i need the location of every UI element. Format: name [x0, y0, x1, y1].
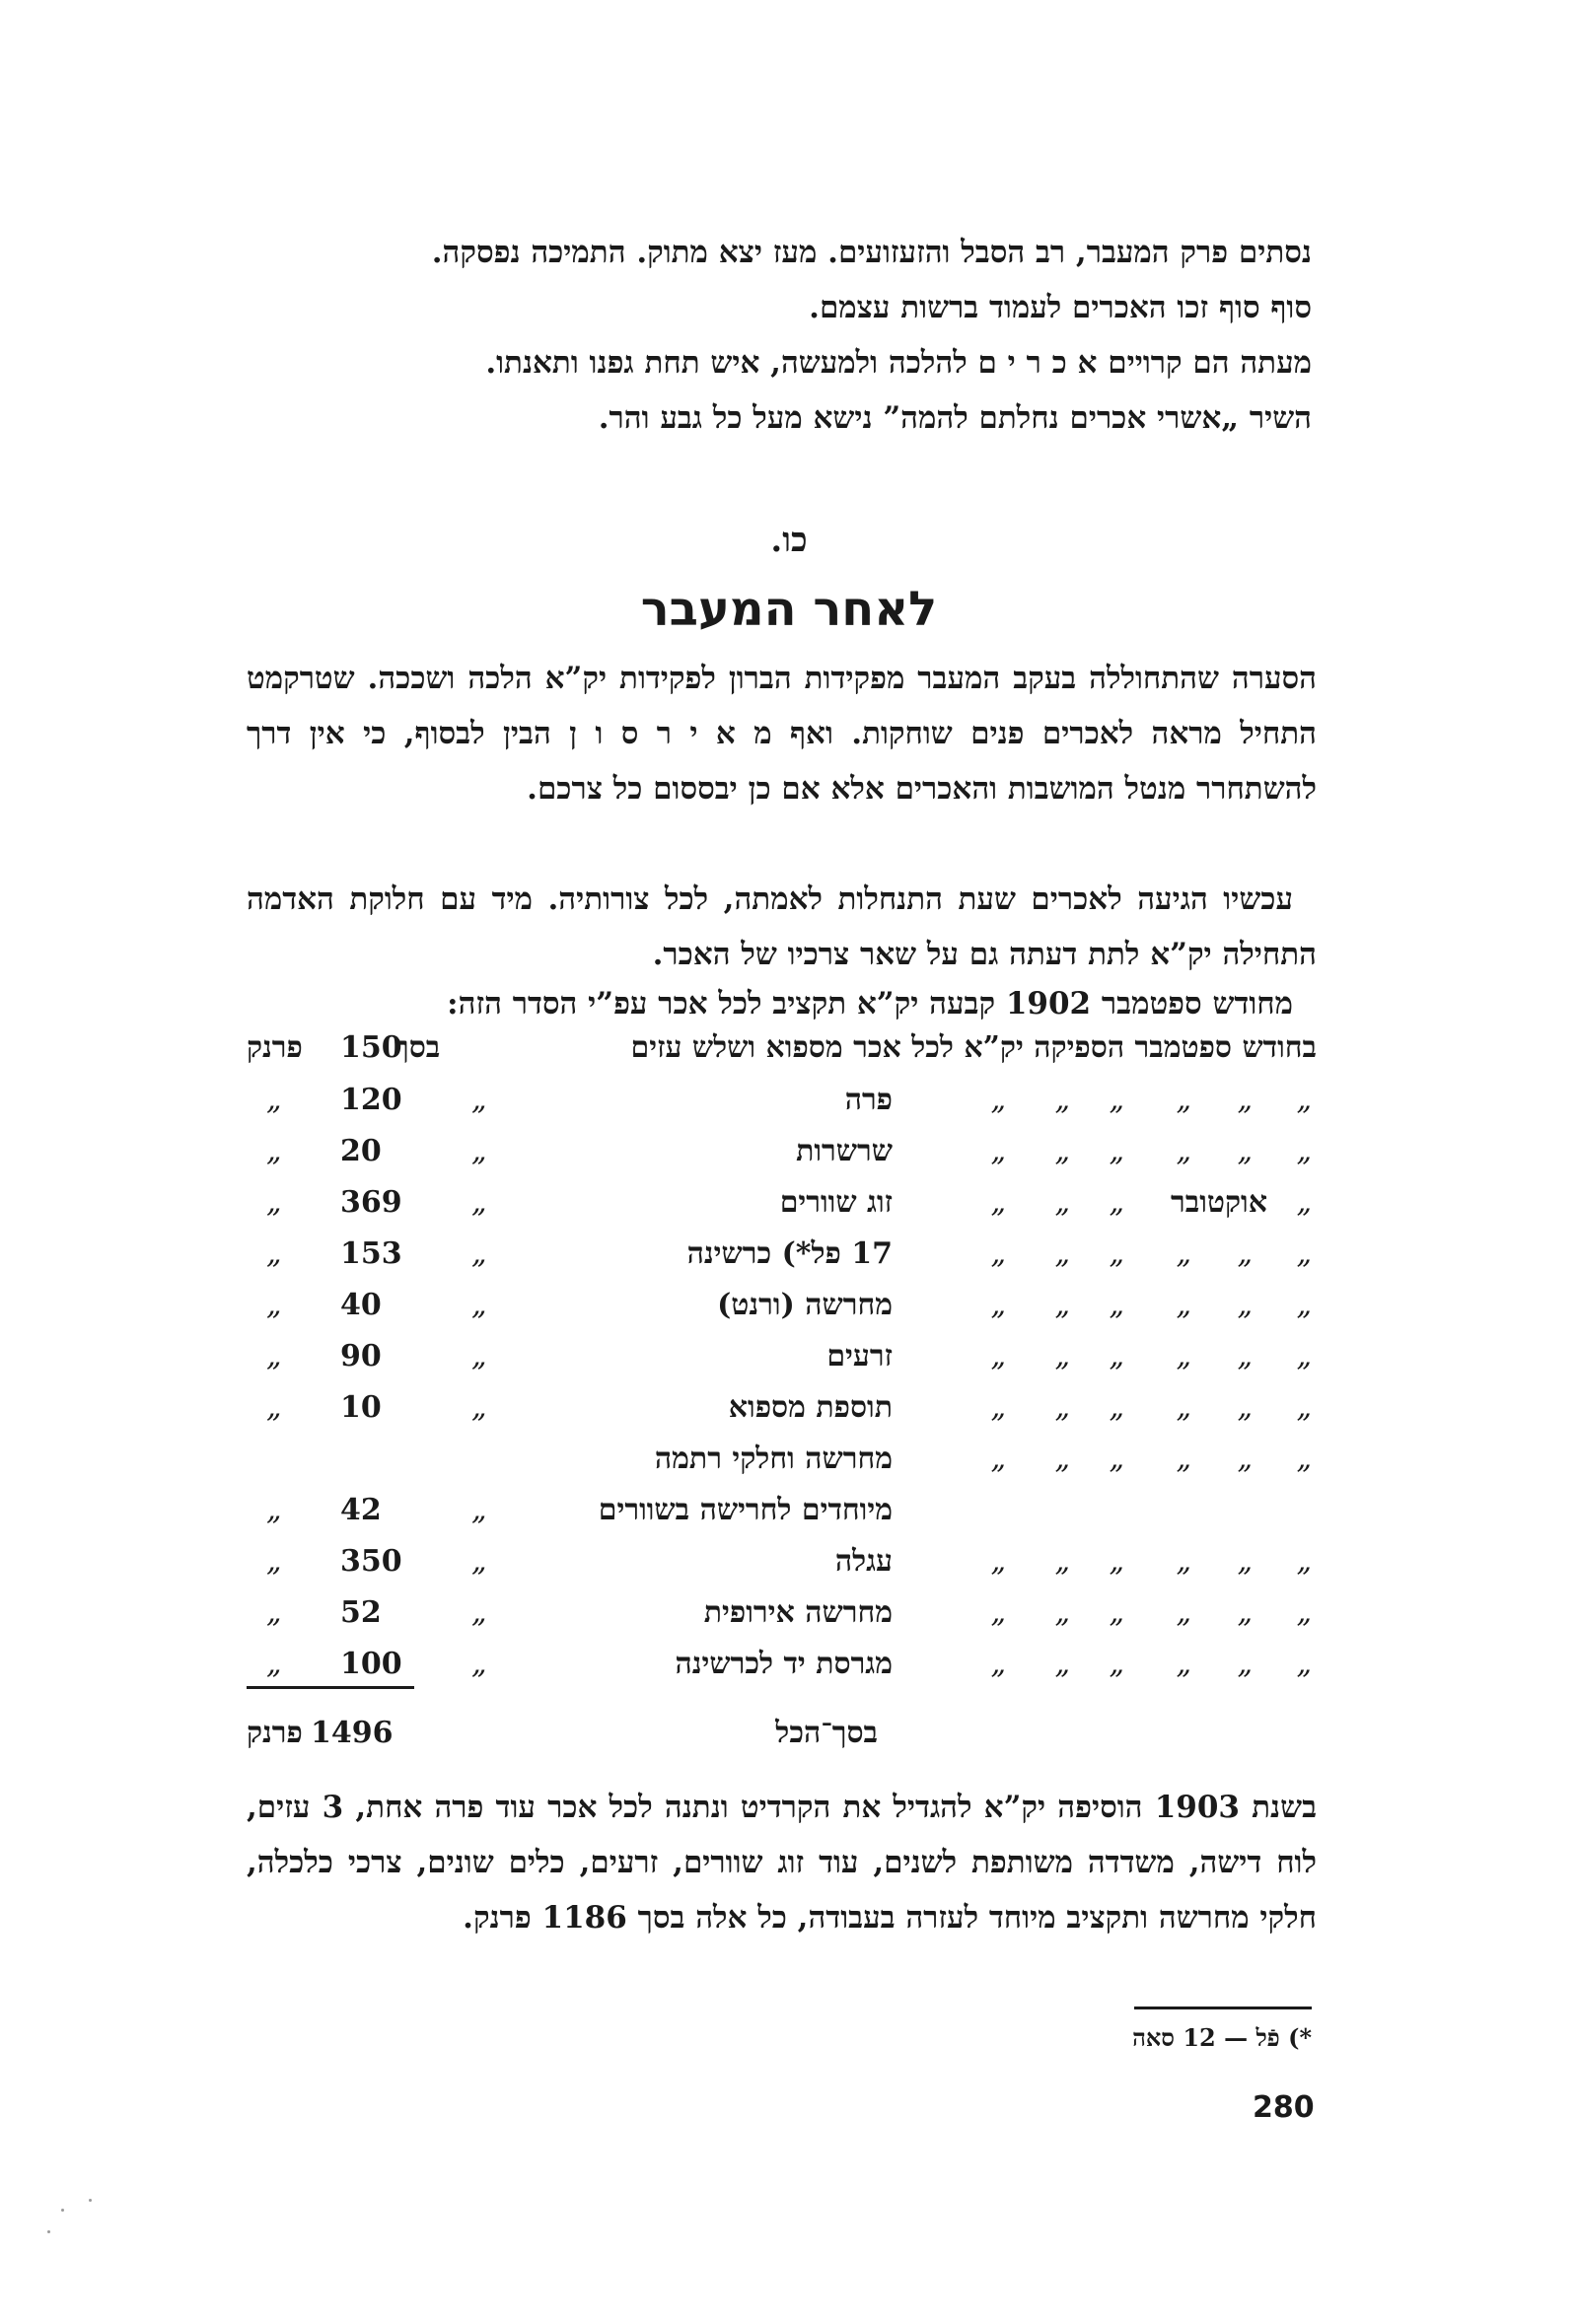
ditto-mark: „ — [1237, 1647, 1253, 1681]
ditto-mark: „ — [1237, 1339, 1253, 1373]
row-item: מגרסת יד לכרשינה — [675, 1647, 893, 1681]
row-amount: 350 — [340, 1544, 402, 1579]
row-item: מחרשה אירופית — [703, 1595, 893, 1630]
ditto-mark: „ — [266, 1647, 282, 1681]
ditto-mark: „ — [1109, 1185, 1124, 1220]
table-row — [247, 1288, 1317, 1337]
ditto-mark: „ — [1109, 1288, 1124, 1322]
row-amount: 100 — [340, 1647, 402, 1681]
intro-line-3: מעתה הם קרויים א כ ר י ם להלכה ולמעשה, איש תחת גפנו ותאנתו. — [485, 345, 1312, 381]
ditto-mark: „ — [266, 1236, 282, 1271]
ditto-mark: „ — [471, 1647, 487, 1681]
total-unit: פרנק — [247, 1716, 303, 1750]
ditto-mark: „ — [1054, 1339, 1070, 1373]
total-label: בסך־הכל — [775, 1716, 878, 1750]
ditto-mark: „ — [1237, 1442, 1253, 1476]
row-item: 17 פל*) כרשינה — [686, 1236, 893, 1271]
ditto-mark: „ — [1237, 1390, 1253, 1425]
table-row — [247, 1339, 1317, 1388]
ditto-mark: „ — [1296, 1339, 1312, 1373]
ditto-mark: „ — [1296, 1134, 1312, 1168]
row-unit: פרנק — [247, 1030, 303, 1065]
ditto-mark: „ — [1176, 1544, 1191, 1579]
row-item: שרשרות — [796, 1134, 893, 1168]
ditto-mark: „ — [266, 1493, 282, 1527]
row-amount: 369 — [340, 1185, 402, 1220]
ditto-mark: „ — [266, 1134, 282, 1168]
intro-line-4: השיר „אשרי אכרים נחלתם להמה” נישא מעל כל גבע והר. — [598, 400, 1312, 436]
table-row — [247, 1442, 1317, 1491]
row-item: עגלה — [834, 1544, 893, 1579]
ditto-mark: „ — [471, 1083, 487, 1117]
ditto-mark: „ — [1176, 1339, 1191, 1373]
ditto-mark: „ — [1054, 1185, 1070, 1220]
ditto-mark: „ — [471, 1339, 487, 1373]
ditto-mark: „ — [266, 1083, 282, 1117]
intro-line-2: סוף סוף זכו האכרים לעמוד ברשות עצמם. — [809, 290, 1312, 325]
ditto-mark: „ — [1109, 1390, 1124, 1425]
table-row — [247, 1030, 1317, 1080]
row-amount: 90 — [340, 1339, 382, 1373]
ditto-mark: „ — [1237, 1134, 1253, 1168]
ditto-mark: „ — [266, 1339, 282, 1373]
ditto-mark: „ — [1109, 1595, 1124, 1630]
scan-speck — [61, 2209, 64, 2212]
ditto-mark: „ — [1237, 1595, 1253, 1630]
ditto-mark: „ — [266, 1185, 282, 1220]
row-item: תוספת מספוא — [728, 1390, 893, 1425]
ditto-mark: „ — [1296, 1083, 1312, 1117]
ditto-mark: „ — [1296, 1236, 1312, 1271]
paragraph-3: מחודש ספטמבר 1902 קבעה יק”א תקציב לכל אכר עפ”י הסדר הזה: — [447, 986, 1293, 1021]
ditto-mark: „ — [471, 1493, 487, 1527]
row-amount: 52 — [340, 1595, 382, 1630]
table-row — [247, 1236, 1317, 1286]
row-amount: 20 — [340, 1134, 382, 1168]
ditto-mark: „ — [990, 1390, 1006, 1425]
ditto-mark: „ — [1296, 1647, 1312, 1681]
ditto-mark: „ — [1054, 1083, 1070, 1117]
ditto-mark: „ — [1296, 1288, 1312, 1322]
ditto-mark: „ — [266, 1544, 282, 1579]
row-item: זוג שוורים — [779, 1185, 893, 1220]
table-row — [247, 1390, 1317, 1440]
ditto-mark: „ — [1176, 1236, 1191, 1271]
row-amount: 10 — [340, 1390, 382, 1425]
ditto-mark: „ — [1237, 1544, 1253, 1579]
intro-line-1: נסתים פרק המעבר, רב הסבל והזעזועים. מעז יצא מתוק. התמיכה נפסקה. — [431, 235, 1312, 270]
ditto-mark: „ — [1176, 1647, 1191, 1681]
ditto-mark: „ — [990, 1647, 1006, 1681]
ditto-mark: „ — [471, 1544, 487, 1579]
table-row — [247, 1083, 1317, 1132]
ditto-mark: „ — [1176, 1390, 1191, 1425]
ditto-mark: „ — [1054, 1134, 1070, 1168]
ditto-mark: „ — [471, 1390, 487, 1425]
total-row — [247, 1716, 1317, 1765]
row-amount: 153 — [340, 1236, 402, 1271]
ditto-mark: „ — [1176, 1595, 1191, 1630]
ditto-mark: „ — [1109, 1339, 1124, 1373]
ditto-mark: „ — [1054, 1595, 1070, 1630]
ditto-mark: „ — [1237, 1236, 1253, 1271]
row-item: פרה — [844, 1083, 893, 1117]
table-row — [247, 1544, 1317, 1593]
row-amount: 42 — [340, 1493, 382, 1527]
subtotal-rule — [247, 1686, 414, 1689]
ditto-mark: „ — [1054, 1544, 1070, 1579]
ditto-mark: „ — [1296, 1595, 1312, 1630]
ditto-mark: „ — [471, 1185, 487, 1220]
ditto-mark: „ — [1237, 1288, 1253, 1322]
table-row — [247, 1493, 1317, 1542]
ditto-mark: „ — [1109, 1236, 1124, 1271]
table-row — [247, 1185, 1317, 1234]
ditto-mark: „ — [1296, 1442, 1312, 1476]
row-amount: 150 — [340, 1030, 402, 1065]
ditto-mark: „ — [266, 1595, 282, 1630]
ditto-mark: „ — [1054, 1390, 1070, 1425]
ditto-mark: „ — [990, 1083, 1006, 1117]
row-month-text: בחודש ספטמבר הספיקה יק”א לכל אכר מספוא ושלש עזים — [630, 1030, 1317, 1065]
table-row — [247, 1134, 1317, 1183]
ditto-mark: „ — [990, 1442, 1006, 1476]
ditto-mark: „ — [1176, 1134, 1191, 1168]
ditto-mark: „ — [1054, 1647, 1070, 1681]
ditto-mark: „ — [990, 1236, 1006, 1271]
ditto-mark: „ — [990, 1134, 1006, 1168]
ditto-mark: „ — [471, 1134, 487, 1168]
ditto-mark: „ — [1109, 1442, 1124, 1476]
row-amount: 40 — [340, 1288, 382, 1322]
total-amount: 1496 — [311, 1716, 394, 1750]
ditto-mark: „ — [990, 1288, 1006, 1322]
scan-speck — [47, 2230, 50, 2233]
ditto-mark: „ — [1054, 1236, 1070, 1271]
ditto-mark: „ — [1109, 1544, 1124, 1579]
ditto-mark: „ — [1176, 1442, 1191, 1476]
page-number: 280 — [1253, 2090, 1315, 2125]
row-prefix: בסך — [394, 1030, 441, 1065]
row-item: מחרשה (ורנט) — [717, 1288, 893, 1322]
ditto-mark: „ — [990, 1185, 1006, 1220]
ditto-mark: „ — [1054, 1288, 1070, 1322]
ditto-mark: „ — [1296, 1185, 1312, 1220]
ditto-mark: „ — [990, 1339, 1006, 1373]
ditto-mark: „ — [471, 1595, 487, 1630]
ditto-mark: „ — [990, 1544, 1006, 1579]
paragraph-1: הסערה שהתחוללה בעקב המעבר מפקידות הברון לפקידות יק”א הלכה ושככה. שטרקמט התחיל מראה לאכרים פנים שוחקות. ואף מ א י ר ס ו ן הבין לבסוף, כי אין דרך להשתחרר מנטל המושבות והאכרים אלא אם כן יבססום כל צרכם. — [247, 661, 1317, 807]
paragraph-2: עכשיו הגיעה לאכרים שעת התנחלות לאמתה, לכל צורותיה. מיד עם חלוקת האדמה התחילה יק”א לתת דעתה גם על שאר צרכיו של האכר. — [247, 881, 1317, 972]
row-amount: 120 — [340, 1083, 402, 1117]
ditto-mark: „ — [1176, 1288, 1191, 1322]
row-month: אוקטובר — [1171, 1185, 1267, 1220]
row-item: זרעים — [826, 1339, 893, 1373]
section-number: כו. — [770, 521, 808, 560]
closing-paragraph: בשנת 1903 הוסיפה יק”א להגדיל את הקרדיט ונתנה לכל אכר עוד פרה אחת, 3 עזים, לוח דישה, משדדה משותפת לשנים, עוד זוג שוורים, זרעים, כלים שונים, צרכי כלכלה, חלקי מחרשה ותקציב מיוחד לעזרה בעבודה, כל אלה בסך 1186 פרנק. — [247, 1790, 1318, 1936]
footnote: *) פֿל — 12 סאה — [1132, 2023, 1312, 2052]
table-row — [247, 1595, 1317, 1645]
ditto-mark: „ — [990, 1595, 1006, 1630]
section-title: לאחר המעבר — [640, 582, 938, 637]
ditto-mark: „ — [471, 1236, 487, 1271]
ditto-mark: „ — [1176, 1083, 1191, 1117]
ditto-mark: „ — [1109, 1647, 1124, 1681]
ditto-mark: „ — [1054, 1442, 1070, 1476]
ditto-mark: „ — [266, 1288, 282, 1322]
ditto-mark: „ — [1109, 1134, 1124, 1168]
ditto-mark: „ — [1296, 1390, 1312, 1425]
row-item: מחרשה וחלקי רתמה — [654, 1442, 893, 1476]
ditto-mark: „ — [1296, 1544, 1312, 1579]
footnote-rule — [1134, 2007, 1312, 2009]
ditto-mark: „ — [1109, 1083, 1124, 1117]
ditto-mark: „ — [266, 1390, 282, 1425]
ditto-mark: „ — [471, 1288, 487, 1322]
row-item: מיוחדים לחרישה בשוורים — [598, 1493, 893, 1527]
scan-speck — [89, 2199, 92, 2202]
ditto-mark: „ — [1237, 1083, 1253, 1117]
